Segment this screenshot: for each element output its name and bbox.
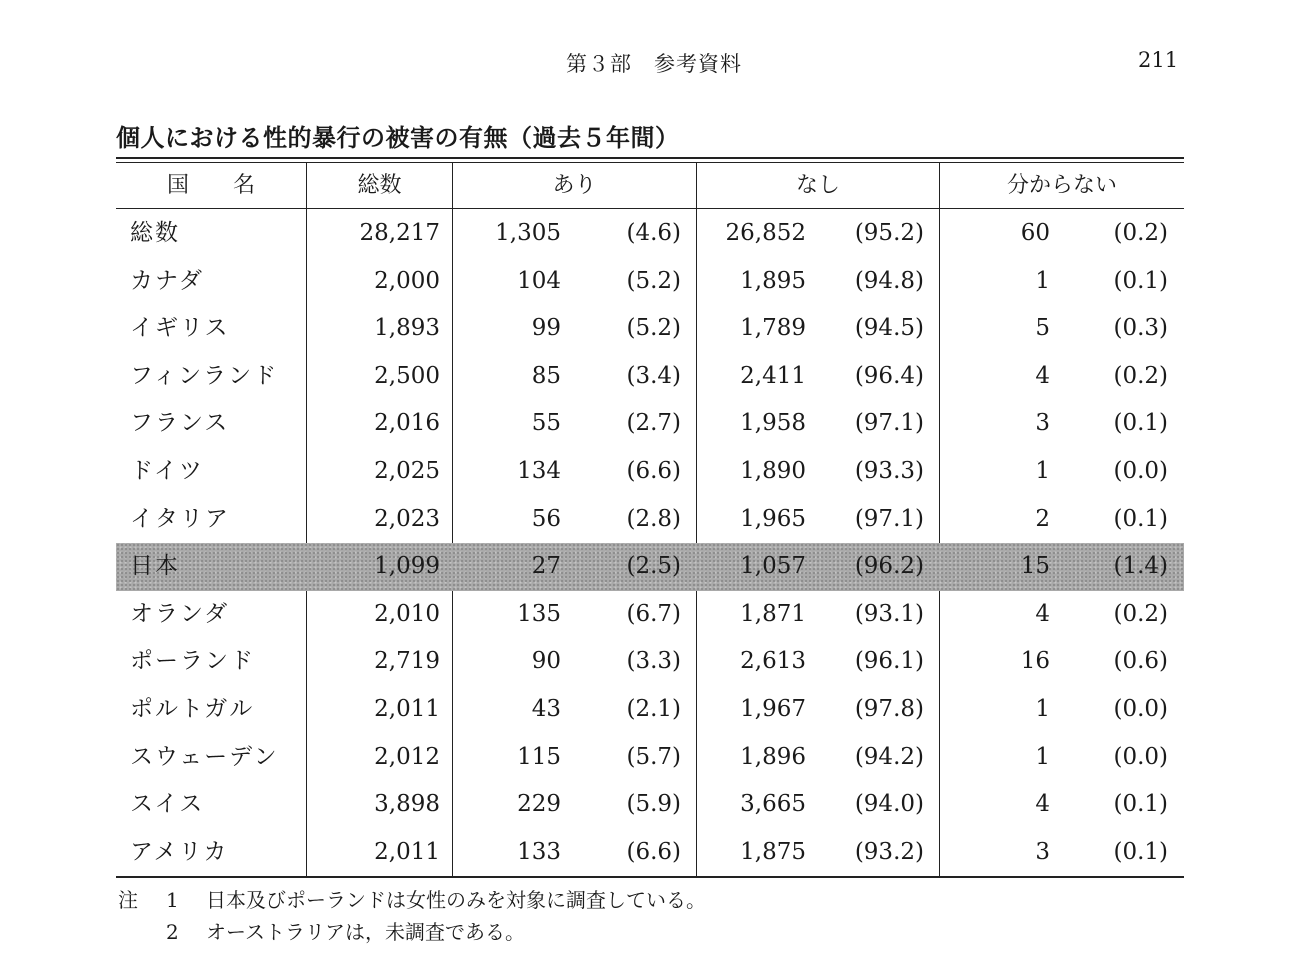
yes-count: 99 [531, 315, 561, 342]
no-percent: (96.4) [854, 362, 924, 389]
no-count: 1,967 [740, 695, 806, 722]
no-percent: (94.5) [854, 315, 924, 342]
yes-percent: (6.6) [626, 838, 681, 865]
yes-count: 1,305 [495, 220, 561, 246]
country-name: ポーランド [130, 648, 255, 675]
yes-percent: (3.3) [626, 648, 681, 675]
yes-count: 134 [517, 457, 561, 484]
page-number: 211 [1138, 48, 1179, 72]
country-name: イギリス [130, 315, 230, 342]
table-top-rule [116, 157, 1184, 159]
yes-count: 85 [531, 362, 561, 389]
country-name: オランダ [130, 600, 230, 627]
unknown-count: 1 [1035, 743, 1050, 770]
yes-count: 90 [531, 648, 561, 675]
no-count: 1,965 [740, 505, 806, 532]
country-name: スウェーデン [130, 743, 279, 770]
no-percent: (97.1) [854, 505, 924, 532]
header-unknown: 分からない [1006, 173, 1117, 198]
unknown-count: 4 [1035, 791, 1050, 818]
no-percent: (97.1) [854, 410, 924, 437]
header-rule [116, 208, 1184, 209]
unknown-percent: (0.1) [1113, 410, 1168, 437]
table-row [116, 258, 1184, 306]
yes-percent: (4.6) [626, 220, 681, 246]
yes-count: 43 [531, 695, 561, 722]
yes-percent: (2.8) [626, 505, 681, 532]
no-percent: (93.3) [854, 457, 924, 484]
no-count: 1,057 [740, 553, 806, 580]
total-count: 2,025 [374, 457, 440, 484]
yes-count: 133 [517, 838, 561, 865]
unknown-percent: (0.2) [1113, 220, 1168, 246]
unknown-count: 5 [1035, 315, 1050, 342]
no-percent: (94.8) [854, 267, 924, 294]
yes-count: 229 [517, 791, 561, 818]
country-name: アメリカ [130, 838, 229, 865]
no-percent: (96.2) [854, 553, 924, 580]
unknown-percent: (0.1) [1113, 791, 1168, 818]
unknown-percent: (0.2) [1113, 600, 1168, 627]
no-percent: (95.2) [854, 220, 924, 246]
no-count: 1,896 [740, 743, 806, 770]
no-count: 1,958 [740, 410, 806, 437]
unknown-count: 1 [1035, 267, 1050, 294]
total-count: 28,217 [359, 220, 440, 246]
table-row [116, 591, 1184, 639]
table-row [116, 400, 1184, 448]
unknown-count: 1 [1035, 695, 1050, 722]
total-count: 2,719 [374, 648, 440, 675]
table-title: 個人における性的暴行の被害の有無（過去５年間） [116, 124, 680, 152]
unknown-count: 4 [1035, 600, 1050, 627]
header-country: 国 名 [166, 173, 255, 198]
unknown-percent: (0.0) [1113, 457, 1168, 484]
table-row [116, 305, 1184, 353]
total-count: 2,500 [374, 362, 440, 389]
header-no: なし [795, 173, 840, 198]
country-name: スイス [130, 791, 205, 818]
yes-count: 135 [517, 600, 561, 627]
no-percent: (94.0) [854, 791, 924, 818]
note-text: オーストラリアは，未調査である。 [206, 920, 525, 944]
table-row [116, 496, 1184, 544]
table-row [116, 734, 1184, 782]
unknown-count: 16 [1020, 648, 1050, 675]
yes-percent: (5.9) [626, 791, 681, 818]
total-count: 3,898 [374, 791, 440, 818]
yes-count: 27 [531, 553, 561, 580]
yes-percent: (2.7) [626, 410, 681, 437]
unknown-percent: (0.0) [1113, 743, 1168, 770]
no-count: 2,613 [740, 648, 806, 675]
total-count: 1,099 [374, 553, 440, 580]
header-total: 総数 [357, 173, 402, 198]
table-row [116, 353, 1184, 401]
running-head [0, 48, 1299, 80]
country-name: ポルトガル [130, 695, 255, 722]
data-table [116, 210, 1184, 876]
unknown-percent: (0.1) [1113, 505, 1168, 532]
yes-count: 115 [517, 743, 561, 770]
unknown-count: 60 [1020, 220, 1050, 246]
note-text: 日本及びポーランドは女性のみを対象に調査している。 [206, 888, 706, 912]
table-row [116, 686, 1184, 734]
unknown-count: 1 [1035, 457, 1050, 484]
note-number: 2 [166, 920, 179, 944]
no-count: 3,665 [740, 791, 806, 818]
no-percent: (94.2) [854, 743, 924, 770]
no-count: 1,875 [740, 838, 806, 865]
total-count: 2,016 [374, 410, 440, 437]
no-count: 1,789 [740, 315, 806, 342]
table-row [116, 829, 1184, 877]
yes-percent: (2.5) [626, 553, 681, 580]
unknown-percent: (0.2) [1113, 362, 1168, 389]
table-row [116, 638, 1184, 686]
country-name: カナダ [130, 267, 204, 294]
yes-count: 104 [517, 267, 561, 294]
unknown-count: 3 [1035, 410, 1050, 437]
unknown-percent: (0.3) [1113, 315, 1168, 342]
total-count: 2,012 [374, 743, 440, 770]
yes-percent: (3.4) [626, 362, 681, 389]
unknown-count: 15 [1020, 553, 1050, 580]
no-count: 1,895 [740, 267, 806, 294]
no-count: 1,890 [740, 457, 806, 484]
total-count: 2,000 [374, 267, 440, 294]
yes-percent: (5.7) [626, 743, 681, 770]
no-percent: (93.1) [854, 600, 924, 627]
no-percent: (93.2) [854, 838, 924, 865]
no-percent: (96.1) [854, 648, 924, 675]
yes-count: 56 [531, 505, 561, 532]
yes-percent: (6.6) [626, 457, 681, 484]
total-count: 1,893 [374, 315, 440, 342]
yes-percent: (2.1) [626, 695, 681, 722]
total-count: 2,010 [374, 600, 440, 627]
no-count: 26,852 [725, 220, 806, 246]
yes-count: 55 [531, 410, 561, 437]
country-name: ドイツ [130, 457, 204, 484]
no-count: 2,411 [740, 362, 806, 389]
total-count: 2,011 [374, 695, 440, 722]
unknown-percent: (1.4) [1113, 553, 1168, 580]
country-name: 総数 [130, 220, 180, 246]
country-name: 日本 [130, 553, 180, 580]
yes-percent: (6.7) [626, 600, 681, 627]
table-row [116, 781, 1184, 829]
yes-percent: (5.2) [626, 315, 681, 342]
no-percent: (97.8) [854, 695, 924, 722]
table-top-rule-thin [116, 162, 1184, 163]
unknown-count: 2 [1035, 505, 1050, 532]
table-row [116, 210, 1184, 258]
total-count: 2,011 [374, 838, 440, 865]
unknown-count: 4 [1035, 362, 1050, 389]
no-count: 1,871 [740, 600, 806, 627]
yes-percent: (5.2) [626, 267, 681, 294]
unknown-percent: (0.0) [1113, 695, 1168, 722]
unknown-percent: (0.1) [1113, 267, 1168, 294]
note-number: 1 [166, 888, 179, 912]
note-label: 注 [118, 888, 138, 912]
total-count: 2,023 [374, 505, 440, 532]
country-name: フランス [130, 410, 230, 437]
unknown-count: 3 [1035, 838, 1050, 865]
table-row-highlighted [116, 543, 1184, 591]
running-head-section: 第３部 参考資料 [566, 52, 742, 76]
country-name: イタリア [130, 505, 230, 532]
header-yes: あり [552, 173, 597, 198]
table-row [116, 448, 1184, 496]
unknown-percent: (0.1) [1113, 838, 1168, 865]
unknown-percent: (0.6) [1113, 648, 1168, 675]
country-name: フィンランド [130, 362, 279, 389]
